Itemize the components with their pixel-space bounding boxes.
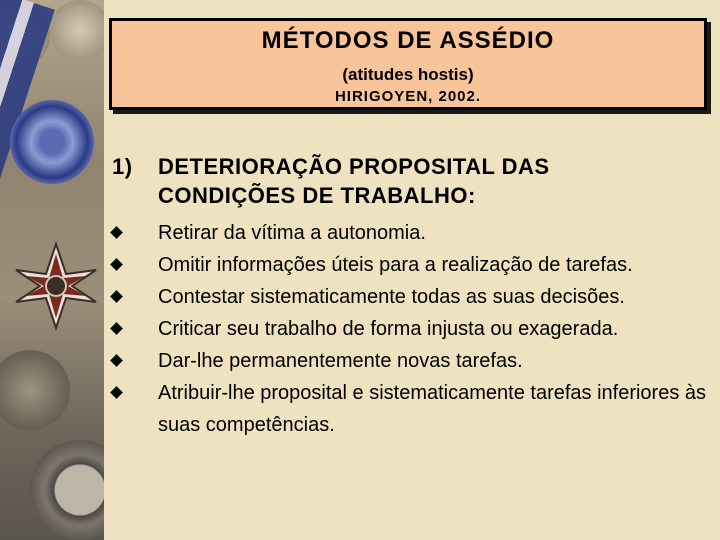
section-heading-line2: CONDIÇÕES DE TRABALHO: <box>158 183 476 208</box>
page-title: MÉTODOS DE ASSÉDIO <box>261 27 555 54</box>
bullet-diamond-icon <box>110 290 123 303</box>
coin-image <box>50 0 104 60</box>
bullet-list <box>112 217 718 441</box>
list-item <box>112 217 718 249</box>
list-item <box>112 377 718 441</box>
decorative-medals-photo <box>0 0 104 540</box>
rosette-image <box>10 100 94 184</box>
bullet-diamond-icon <box>110 258 123 271</box>
list-item-text: Retirar da vítima a autonomia. <box>158 222 426 244</box>
section-number: 1) <box>112 154 133 179</box>
title-box <box>109 18 707 110</box>
list-item-text: Dar-lhe permanentemente novas tarefas. <box>158 350 523 372</box>
list-item-text: Contestar sistematicamente todas as suas decisões. <box>158 286 625 308</box>
section-heading-line1: DETERIORAÇÃO PROPOSITAL DAS <box>158 154 550 179</box>
medal-cross-icon <box>10 240 102 332</box>
list-item <box>112 345 718 377</box>
bullet-diamond-icon <box>110 226 123 239</box>
list-item <box>112 313 718 345</box>
bullet-diamond-icon <box>110 354 123 367</box>
compass-image <box>30 440 104 540</box>
list-item-text: Criticar seu trabalho de forma injusta ou exagerada. <box>158 318 619 340</box>
list-item <box>112 249 718 281</box>
bullet-diamond-icon <box>110 322 123 335</box>
page-subtitle: (atitudes hostis) <box>342 65 474 84</box>
list-item <box>112 281 718 313</box>
section-heading-text <box>158 152 718 210</box>
reference-citation: HIRIGOYEN, 2002. <box>334 88 482 105</box>
list-item-text: Omitir informações úteis para a realização de tarefas. <box>158 254 633 276</box>
bullet-diamond-icon <box>110 386 123 399</box>
list-item-text: Atribuir-lhe proposital e sistematicamente tarefas inferiores às suas competências. <box>158 382 707 436</box>
coin-image <box>0 350 70 430</box>
